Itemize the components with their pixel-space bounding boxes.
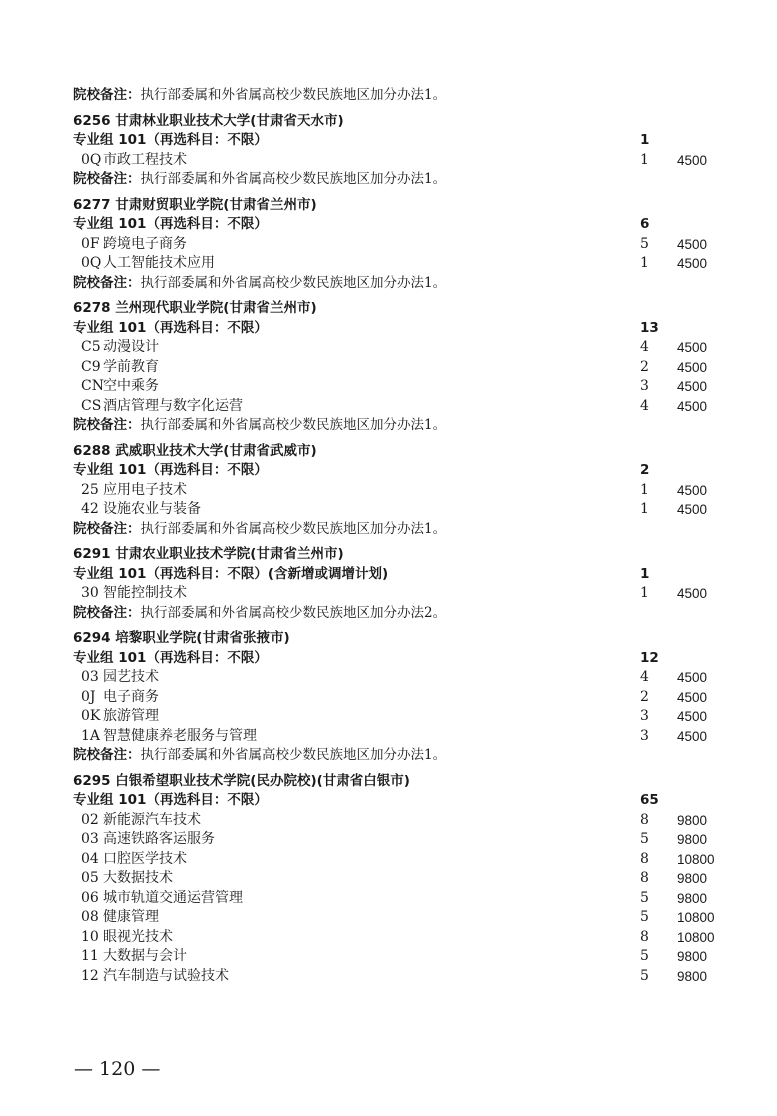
major-code: 02 bbox=[81, 811, 99, 828]
major-count: 3 bbox=[640, 708, 649, 724]
school-note bbox=[73, 604, 713, 624]
school-header: 6278 兰州现代职业学院(甘肃省兰州市) bbox=[73, 300, 317, 316]
major-name: 空中乘务 bbox=[103, 378, 159, 394]
major-row bbox=[73, 235, 713, 255]
major-fee: 4500 bbox=[677, 359, 708, 375]
school-note bbox=[73, 416, 713, 436]
note-label: 院校备注： bbox=[73, 171, 141, 187]
major-code: 25 bbox=[81, 481, 99, 498]
major-code: 0Q bbox=[81, 255, 102, 271]
major-count: 2 bbox=[640, 358, 649, 375]
school-note bbox=[73, 274, 713, 294]
major-name: 健康管理 bbox=[103, 909, 159, 925]
note-label: 院校备注： bbox=[73, 747, 141, 763]
major-count: 4 bbox=[640, 397, 649, 414]
major-count: 1 bbox=[640, 481, 649, 498]
major-count: 5 bbox=[640, 831, 649, 847]
group-count: 1 bbox=[640, 565, 650, 582]
school-note bbox=[73, 86, 713, 106]
major-fee: 4500 bbox=[677, 728, 708, 744]
major-fee: 4500 bbox=[677, 482, 708, 498]
major-fee: 4500 bbox=[677, 152, 708, 168]
major-fee: 10800 bbox=[677, 929, 715, 945]
note-text: 执行部委属和外省属高校少数民族地区加分办法1。 bbox=[140, 520, 447, 537]
major-row bbox=[73, 850, 713, 870]
note-label: 院校备注： bbox=[73, 274, 141, 291]
major-row bbox=[73, 688, 713, 708]
major-count: 2 bbox=[640, 688, 649, 705]
major-count: 4 bbox=[640, 339, 649, 355]
major-row bbox=[73, 500, 713, 520]
major-code: 08 bbox=[81, 909, 99, 925]
major-name: 大数据与会计 bbox=[103, 948, 187, 964]
major-code: 42 bbox=[81, 501, 99, 517]
major-row bbox=[73, 254, 713, 274]
major-fee: 4500 bbox=[677, 398, 708, 414]
note-text: 执行部委属和外省属高校少数民族地区加分办法1。 bbox=[140, 274, 447, 291]
group-count: 12 bbox=[640, 649, 659, 666]
major-count: 3 bbox=[640, 727, 649, 744]
group-count: 2 bbox=[640, 462, 650, 478]
group-label: 专业组 101（再选科目：不限） bbox=[73, 792, 268, 808]
major-name: 高速铁路客运服务 bbox=[103, 831, 215, 847]
major-name: 大数据技术 bbox=[103, 870, 173, 886]
group-label: 专业组 101（再选科目：不限） bbox=[73, 132, 268, 148]
school-header: 6295 白银希望职业技术学院(民办院校)(甘肃省白银市) bbox=[73, 772, 410, 789]
note-text: 执行部委属和外省属高校少数民族地区加分办法1。 bbox=[140, 747, 447, 763]
note-label: 院校备注： bbox=[73, 520, 141, 537]
major-code: 03 bbox=[81, 669, 99, 685]
major-count: 4 bbox=[640, 669, 649, 685]
group-line bbox=[73, 131, 713, 151]
major-name: 动漫设计 bbox=[103, 339, 159, 355]
major-fee: 10800 bbox=[677, 910, 715, 925]
major-name: 智慧健康养老服务与管理 bbox=[103, 727, 257, 744]
school-header: 6256 甘肃林业职业技术大学(甘肃省天水市) bbox=[73, 112, 344, 129]
major-name: 旅游管理 bbox=[103, 708, 159, 724]
major-name: 跨境电子商务 bbox=[103, 235, 187, 252]
document-page bbox=[73, 86, 713, 986]
major-count: 8 bbox=[640, 811, 649, 828]
major-fee: 4500 bbox=[677, 236, 708, 252]
group-label: 专业组 101（再选科目：不限）(含新增或调增计划) bbox=[73, 565, 389, 582]
major-fee: 4500 bbox=[677, 586, 708, 601]
major-row bbox=[73, 151, 713, 171]
major-count: 5 bbox=[640, 948, 649, 964]
major-count: 5 bbox=[640, 889, 649, 906]
major-count: 5 bbox=[640, 909, 649, 925]
major-count: 1 bbox=[640, 151, 649, 168]
school-header: 6291 甘肃农业职业技术学院(甘肃省兰州市) bbox=[73, 546, 344, 562]
major-code: 11 bbox=[81, 948, 99, 964]
school-header: 6277 甘肃财贸职业学院(甘肃省兰州市) bbox=[73, 196, 317, 213]
group-count: 13 bbox=[640, 319, 659, 336]
major-row bbox=[73, 707, 713, 727]
group-line bbox=[73, 319, 713, 339]
group-line bbox=[73, 791, 713, 811]
major-row bbox=[73, 967, 713, 987]
major-row bbox=[73, 397, 713, 417]
major-count: 5 bbox=[640, 235, 649, 252]
major-code: C9 bbox=[81, 358, 101, 375]
major-code: 12 bbox=[81, 967, 99, 984]
major-code: 03 bbox=[81, 831, 99, 847]
major-row bbox=[73, 338, 713, 358]
group-label: 专业组 101（再选科目：不限） bbox=[73, 462, 268, 478]
major-row bbox=[73, 908, 713, 928]
major-code: 05 bbox=[81, 870, 99, 886]
school-note bbox=[73, 170, 713, 190]
major-name: 应用电子技术 bbox=[103, 481, 187, 498]
group-line bbox=[73, 215, 713, 235]
group-line bbox=[73, 565, 713, 585]
group-count: 1 bbox=[640, 132, 650, 148]
major-name: 城市轨道交通运营管理 bbox=[103, 889, 243, 906]
major-fee: 4500 bbox=[677, 256, 708, 271]
note-text: 执行部委属和外省属高校少数民族地区加分办法2。 bbox=[140, 604, 447, 621]
major-code: CS bbox=[81, 397, 102, 414]
major-code: 1A bbox=[81, 727, 101, 744]
school-header: 6288 武威职业技术大学(甘肃省武威市) bbox=[73, 442, 317, 459]
major-name: 市政工程技术 bbox=[103, 151, 187, 168]
major-name: 酒店管理与数字化运营 bbox=[103, 397, 243, 414]
major-count: 1 bbox=[640, 255, 649, 271]
major-fee: 4500 bbox=[677, 709, 708, 724]
major-name: 口腔医学技术 bbox=[103, 850, 187, 867]
major-count: 3 bbox=[640, 378, 649, 394]
major-fee: 9800 bbox=[677, 890, 708, 906]
major-code: 0Q bbox=[81, 151, 102, 168]
major-code: 04 bbox=[81, 850, 99, 867]
group-label: 专业组 101（再选科目：不限） bbox=[73, 649, 268, 666]
school-note bbox=[73, 746, 713, 766]
major-fee: 4500 bbox=[677, 340, 708, 355]
major-code: 30 bbox=[81, 585, 99, 601]
major-count: 8 bbox=[640, 870, 649, 886]
major-fee: 4500 bbox=[677, 379, 708, 394]
major-count: 1 bbox=[640, 501, 649, 517]
major-row bbox=[73, 481, 713, 501]
major-code: 0F bbox=[81, 235, 100, 252]
major-fee: 9800 bbox=[677, 812, 708, 828]
major-fee: 9800 bbox=[677, 871, 708, 886]
note-label: 院校备注： bbox=[73, 87, 141, 103]
note-label: 院校备注： bbox=[73, 417, 141, 433]
major-count: 8 bbox=[640, 850, 649, 867]
major-name: 设施农业与装备 bbox=[103, 501, 201, 517]
major-fee: 10800 bbox=[677, 851, 715, 867]
major-count: 5 bbox=[640, 967, 649, 984]
major-row bbox=[73, 377, 713, 397]
major-fee: 4500 bbox=[677, 670, 708, 685]
major-name: 电子商务 bbox=[103, 688, 159, 705]
school-header: 6294 培黎职业学院(甘肃省张掖市) bbox=[73, 630, 290, 646]
major-count: 8 bbox=[640, 928, 649, 945]
major-row bbox=[73, 584, 713, 604]
major-fee: 9800 bbox=[677, 968, 708, 984]
group-line bbox=[73, 649, 713, 669]
major-row bbox=[73, 928, 713, 948]
major-code: 0J bbox=[81, 688, 96, 705]
major-name: 人工智能技术应用 bbox=[103, 255, 215, 271]
major-code: C5 bbox=[81, 339, 101, 355]
group-label: 专业组 101（再选科目：不限） bbox=[73, 319, 268, 336]
note-label: 院校备注： bbox=[73, 604, 141, 621]
major-row bbox=[73, 889, 713, 909]
page-number: — 120 — bbox=[74, 1058, 161, 1080]
school-note bbox=[73, 520, 713, 540]
major-code: 06 bbox=[81, 889, 99, 906]
major-code: 0K bbox=[81, 708, 101, 724]
major-count: 1 bbox=[640, 585, 649, 601]
major-name: 智能控制技术 bbox=[103, 585, 187, 601]
group-count: 6 bbox=[640, 216, 650, 232]
major-row bbox=[73, 727, 713, 747]
major-row bbox=[73, 358, 713, 378]
major-row bbox=[73, 947, 713, 967]
major-code: 10 bbox=[81, 928, 99, 945]
major-row bbox=[73, 668, 713, 688]
major-name: 园艺技术 bbox=[103, 669, 159, 685]
major-fee: 9800 bbox=[677, 949, 708, 964]
note-text: 执行部委属和外省属高校少数民族地区加分办法1。 bbox=[140, 171, 447, 187]
major-row bbox=[73, 811, 713, 831]
major-code: CN bbox=[81, 378, 104, 394]
major-fee: 4500 bbox=[677, 689, 708, 705]
major-row bbox=[73, 869, 713, 889]
major-name: 汽车制造与试验技术 bbox=[103, 967, 229, 984]
major-name: 学前教育 bbox=[103, 358, 159, 375]
major-fee: 4500 bbox=[677, 502, 708, 517]
group-label: 专业组 101（再选科目：不限） bbox=[73, 216, 268, 232]
major-name: 眼视光技术 bbox=[103, 928, 173, 945]
group-count: 65 bbox=[640, 792, 659, 808]
note-text: 执行部委属和外省属高校少数民族地区加分办法1。 bbox=[140, 87, 447, 103]
major-fee: 9800 bbox=[677, 832, 708, 847]
note-text: 执行部委属和外省属高校少数民族地区加分办法1。 bbox=[140, 417, 447, 433]
major-row bbox=[73, 830, 713, 850]
major-name: 新能源汽车技术 bbox=[103, 811, 201, 828]
group-line bbox=[73, 461, 713, 481]
